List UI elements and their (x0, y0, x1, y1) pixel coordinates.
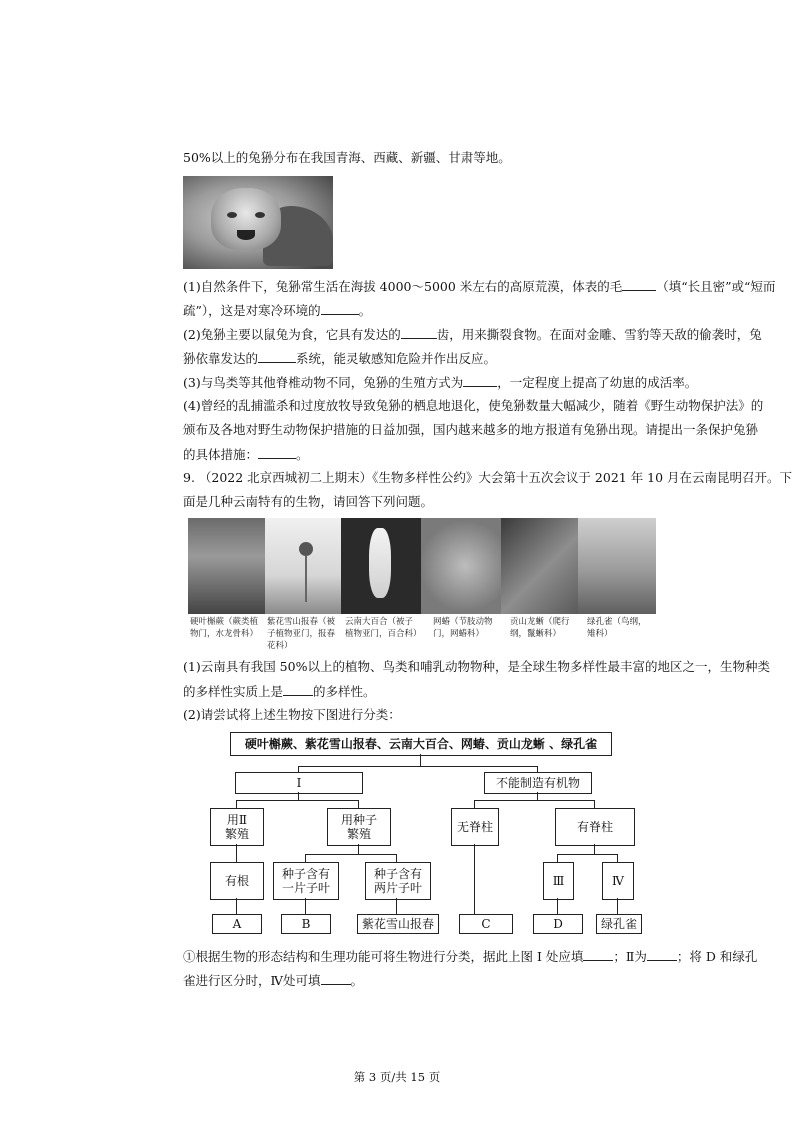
sub-question-1-line-1: (1)云南具有我国 50%以上的植物、鸟类和哺乳动物物种，是全球生物多样性最丰富的地区之一，生物种类 (183, 659, 770, 674)
primrose-photo (265, 518, 341, 614)
question-2-line-2: 狲依靠发达的 系统，能灵敏感知危险并作出反应。 (183, 351, 497, 366)
question-9-line-1: 9. （2022 北京西城初二上期末）《生物多样性公约》大会第十五次会议于 2021 年 10 月在云南昆明召开。下 (183, 470, 793, 485)
caption: 紫花雪山报春（被子植物亚门，报春花科） (267, 617, 336, 651)
fern-photo (188, 518, 265, 614)
tree-node-one-cotyledon: 种子含有 一片子叶 (273, 862, 339, 900)
tree-node-cannot: 不能制造有机物 (484, 772, 592, 794)
caption: 硬叶槲蕨（蕨类植物门，水龙骨科） (190, 617, 259, 639)
question-3-line: (3)与鸟类等其他脊椎动物不同，兔狲的生殖方式为 ，一定程度上提高了幼崽的成活率。 (183, 375, 698, 390)
lizard-photo (501, 518, 578, 614)
tree-leaf-C: C (459, 914, 513, 934)
tree-node-IV: Ⅳ (602, 862, 634, 900)
tree-leaf-peacock: 绿孔雀 (596, 914, 642, 934)
tree-node-root: 有根 (210, 862, 264, 900)
answer-blank[interactable] (283, 683, 313, 696)
question-1-line-1: (1)自然条件下，兔狲常生活在海拔 4000～5000 米左右的高原荒漠，体表的毛 （填“长且密”或“短而 (183, 279, 776, 294)
question-4-line-1: (4)曾经的乱捕滥杀和过度放牧导致兔狲的栖息地退化，使兔狲数量大幅减少，随着《野生动物保护法》的 (183, 398, 764, 413)
tree-leaf-D: D (533, 914, 583, 934)
answer-blank[interactable] (583, 948, 613, 961)
lily-photo (341, 518, 421, 614)
sub-question-1-line-2: 的多样性实质上是 的多样性。 (183, 684, 376, 699)
answer-blank[interactable] (258, 446, 296, 459)
tree-node-III: Ⅲ (543, 862, 574, 900)
caption: 云南大百合（被子植物亚门，百合科） (345, 617, 422, 639)
caption: 贡山龙蜥（爬行纲，鬣蜥科） (510, 617, 570, 639)
answer-blank[interactable] (622, 278, 656, 291)
lace-bug-photo (421, 518, 501, 614)
answer-blank[interactable] (321, 302, 359, 315)
tree-leaf-A: A (212, 914, 262, 934)
page-number: 第 3 页/共 15 页 (353, 1070, 441, 1084)
intro-line: 50%以上的兔狲分布在我国青海、西藏、新疆、甘肃等地。 (183, 150, 511, 165)
pallas-cat-photo (183, 176, 333, 269)
tree-root: 硬叶槲蕨、紫花雪山报春、云南大百合、网蝽、贡山龙蜥 、绿孔雀 (230, 732, 612, 756)
question-1-line-2: 疏”），这是对寒冷环境的 。 (183, 303, 372, 318)
tree-leaf-B: B (281, 914, 331, 934)
tree-leaf-primrose: 紫花雪山报春 (357, 914, 439, 934)
caption: 网蝽（节肢动物门，网蝽科） (433, 617, 493, 639)
tree-node-spine: 有脊柱 (555, 808, 635, 846)
final-question-line-1: ①根据生物的形态结构和生理功能可将生物进行分类，据此上图 I 处应填 ；Ⅱ为 ；将 D 和绿孔 (183, 949, 758, 964)
question-4-line-3: 的具体措施： 。 (183, 447, 309, 462)
tree-node-no-spine: 无脊柱 (451, 808, 499, 846)
tree-node-two-cotyledon: 种子含有 两片子叶 (365, 862, 431, 900)
caption: 绿孔雀（鸟纲，雉科） (587, 617, 647, 639)
question-4-line-2: 颁布及各地对野生动物保护措施的日益加强，国内越来越多的地方报道有兔狲出现。请提出一条保护兔狲 (183, 422, 759, 437)
answer-blank[interactable] (401, 326, 437, 339)
final-question-line-2: 雀进行区分时，Ⅳ处可填 。 (183, 973, 364, 988)
tree-node-useII: 用Ⅱ 繁殖 (210, 808, 264, 846)
answer-blank[interactable] (647, 948, 677, 961)
tree-node-I: I (235, 772, 363, 794)
answer-blank[interactable] (463, 374, 497, 387)
sub-question-2-line: (2)请尝试将上述生物按下图进行分类： (183, 707, 401, 722)
question-9-line-2: 面是几种云南特有的生物，请回答下列问题。 (183, 494, 434, 509)
question-2-line-1: (2)兔狲主要以鼠兔为食，它具有发达的 齿，用来撕裂食物。在面对金雕、雪豹等天敌的偷袭时，兔 (183, 327, 762, 342)
peacock-photo (578, 518, 656, 614)
answer-blank[interactable] (258, 350, 296, 363)
tree-node-seed: 用种子 繁殖 (327, 808, 391, 846)
answer-blank[interactable] (321, 972, 351, 985)
